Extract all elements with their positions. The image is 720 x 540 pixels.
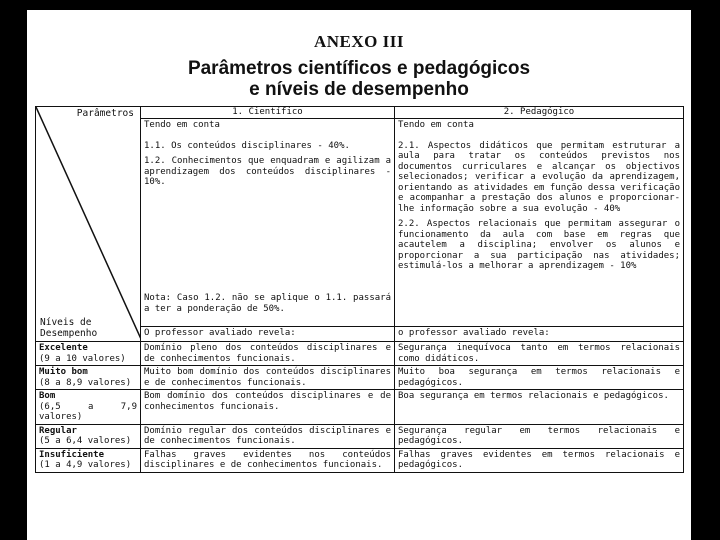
level-range: (9 a 10 valores) [39,353,126,364]
level-range: (1 a 4,9 valores) [39,460,132,470]
level-row-regular [36,424,684,448]
level-scientific-description: Domínio pleno dos conteúdos disciplinares e de conhecimentos funcionais. [141,342,395,366]
level-scientific-description: Domínio regular dos conteúdos disciplinares e de conhecimentos funcionais. [141,424,395,448]
level-scientific-description: Bom domínio dos conteúdos disciplinares e de conhecimentos funcionais. [141,390,395,425]
level-row-insuficiente [36,448,684,472]
level-cell [36,448,141,472]
level-row-muito-bom [36,366,684,390]
scientific-item-1: 1.1. Os conteúdos disciplinares - 40%. [144,140,350,151]
pedagogical-item-2: 2.2. Aspectos relacionais que permitam assegurar o funcionamento da aula com base em regras que acautelem a disciplina; envolver os alunos e proporcionar a sua participação nas atividades; estimulá-los a melhorar a aprendizagem - 10% [398,219,680,271]
pedagogical-item-1: 2.1. Aspectos didáticos que permitam estruturar a aula para tratar os conteúdos previstos nos documentos curriculares e alcançar os objectivos selecionados; verificar a evolução da aprendizagem, orientando as atividades em função dessa verificação e acompanhar a prestação dos alunos e proporcionar-lhe informação sobre a sua evolução - 40% [398,140,680,214]
title-line-1: Parâmetros científicos e pedagógicos [187,58,531,79]
parameters-table [35,106,684,473]
diagonal-line [36,107,141,339]
level-name: Excelente [39,343,88,353]
scientific-lead: Tendo em conta [144,120,220,130]
pedagogical-criteria-cell [395,119,684,327]
level-row-excelente [36,342,684,366]
annex-heading: ANEXO III [314,32,404,51]
corner-label-parameters: Parâmetros [76,108,134,119]
level-name: Muito bom [39,367,88,377]
level-scientific-description: Muito bom domínio dos conteúdos disciplinares e de conhecimentos funcionais. [141,366,395,390]
corner-label-levels: Níveis de Desempenho [40,317,98,339]
level-row-bom [36,390,684,425]
col-header-pedagogical: 2. Pedagógico [395,107,684,119]
scientific-criteria-cell [141,119,395,327]
document-page [27,10,691,540]
col-header-scientific: 1. Científico [141,107,395,119]
level-cell [36,424,141,448]
level-range: (5 a 6,4 valores) [39,436,132,446]
level-scientific-description: Falhas graves evidentes nos conteúdos disciplinares e de conhecimentos funcionais. [141,448,395,472]
level-pedagogical-description: Muito boa segurança em termos relacionais e pedagógicos. [395,366,684,390]
page-title [27,58,691,100]
level-pedagogical-description: Boa segurança em termos relacionais e pedagógicos. [395,390,684,425]
level-pedagogical-description: Segurança inequívoca tanto em termos relacionais como didáticos. [395,342,684,366]
scientific-item-2: 1.2. Conhecimentos que enquadram e agilizam a aprendizagem dos conteúdos disciplinares - 10%. [144,156,391,187]
level-pedagogical-description: Falhas graves evidentes em termos relacionais e pedagógicos. [395,448,684,472]
corner-cell [36,107,141,342]
level-name: Bom [39,391,56,401]
level-name: Regular [39,425,77,436]
pedagogical-reveal-label: o professor avaliado revela: [395,327,684,342]
level-cell [36,390,141,425]
level-name: Insuficiente [39,449,105,460]
pedagogical-lead: Tendo em conta [398,120,474,130]
level-cell [36,366,141,390]
level-cell [36,342,141,366]
level-pedagogical-description: Segurança regular em termos relacionais e pedagógicos. [395,424,684,448]
level-range: (6,5 a 7,9 valores) [39,401,137,422]
title-line-2: e níveis de desempenho [249,79,469,100]
scientific-note: Nota: Caso 1.2. não se aplique o 1.1. passará a ter a ponderação de 50%. [144,293,391,314]
scientific-reveal-label: O professor avaliado revela: [141,327,395,342]
level-range: (8 a 8,9 valores) [39,377,132,388]
